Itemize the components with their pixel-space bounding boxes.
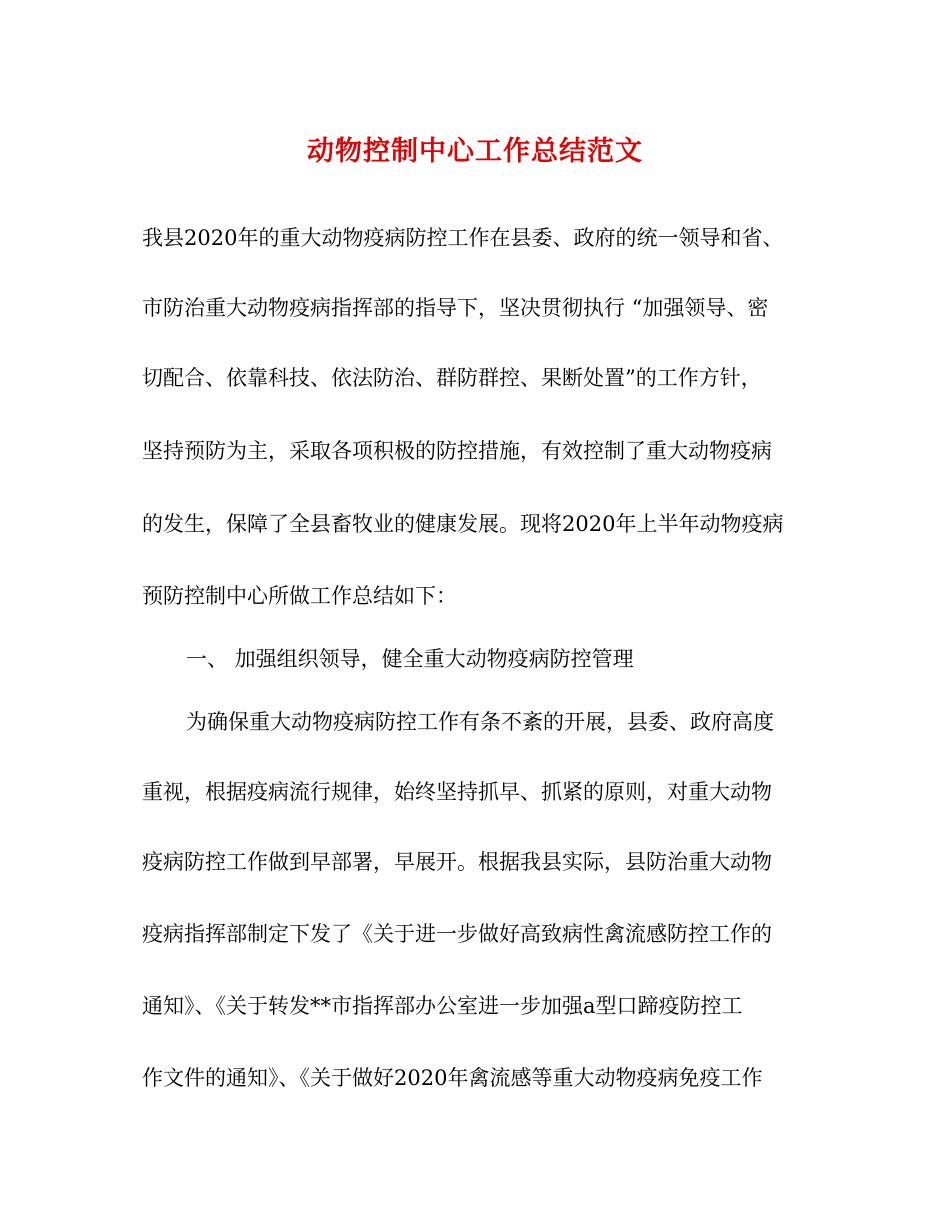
paragraph-line: 通知》、《关于转发**市指挥部办公室进一步加强a型口蹄疫防控工 [142, 994, 743, 1018]
paragraph-line: 我县2020年的重大动物疫病防控工作在县委、政府的统一领导和省、 [142, 226, 784, 250]
section-heading: 一、 加强组织领导，健全重大动物疫病防控管理 [186, 647, 634, 671]
paragraph-line: 重视，根据疫病流行规律，始终坚持抓早、抓紧的原则，对重大动物 [142, 780, 772, 804]
paragraph-line: 切配合、依靠科技、依法防治、群防群控、果断处置”的工作方针， [142, 366, 762, 390]
paragraph-line: 的发生，保障了全县畜牧业的健康发展。现将2020年上半年动物疫病 [142, 512, 784, 536]
paragraph-line: 为确保重大动物疫病防控工作有条不紊的开展，县委、政府高度 [186, 710, 774, 734]
paragraph-line: 坚持预防为主，采取各项积极的防控措施，有效控制了重大动物疫病 [142, 439, 772, 463]
paragraph-line: 疫病防控工作做到早部署，早展开。根据我县实际，县防治重大动物 [142, 850, 772, 874]
paragraph-line: 作文件的通知》、《关于做好2020年禽流感等重大动物疫病免疫工作 [142, 1066, 763, 1090]
document-title: 动物控制中心工作总结范文 [307, 136, 643, 167]
paragraph-line: 疫病指挥部制定下发了《关于进一步做好高致病性禽流感防控工作的 [142, 922, 772, 946]
paragraph-line: 预防控制中心所做工作总结如下： [142, 584, 457, 608]
paragraph-line: 市防治重大动物疫病指挥部的指导下，坚决贯彻执行 “加强领导、密 [142, 296, 769, 320]
